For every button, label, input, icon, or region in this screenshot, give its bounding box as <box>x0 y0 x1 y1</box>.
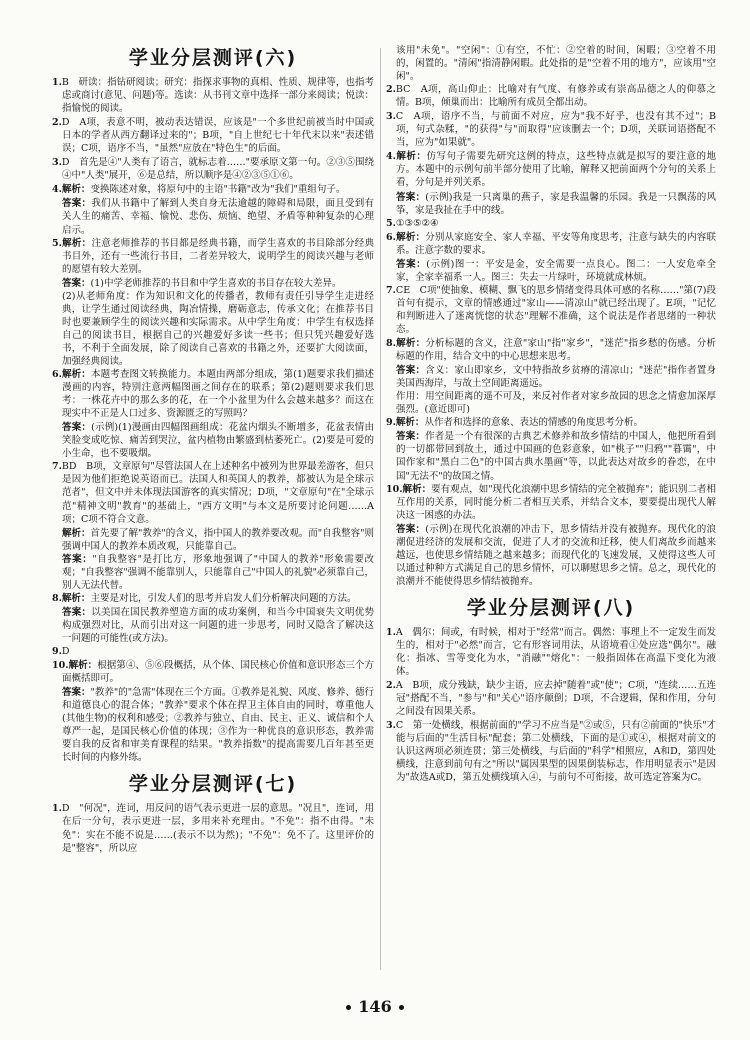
answer-text: C A项，语序不当，与前面不对应，应为"我不好乎，也没有其不过"；B项，句式杂糅，"的获得"与"而取得"应该删去一个；D项，关联词语搭配不当，应为"如果就"。 <box>395 111 716 149</box>
answer-label: 答案： <box>396 523 426 535</box>
answer-entry <box>52 368 374 420</box>
answer-paragraph <box>52 290 374 368</box>
question-number: 9. <box>386 417 396 429</box>
answer-label: 解析： <box>395 417 425 429</box>
answer-entry <box>386 483 716 522</box>
answer-text: D A项，表意不明，被动表达错误，应该是"一个多世纪前被当时中国或日本的学者从西方翻译过来的"；B项，"自上世纪七十年代末以来"表述错误；C项，语序不当，"虽然"应放在"特色生"的后面。 <box>61 117 374 155</box>
answer-label: 解析： <box>61 184 91 196</box>
answer-entry <box>386 416 716 429</box>
section-title-6: 学业分层测评(六) <box>128 47 298 69</box>
answer-text: (示例)在现代化浪潮的冲击下，思乡情结并没有被抛弃。现代化的浪潮促进经济的发展和交流，促进了人才的交流和迁移，使人们离故乡而越来越远，也使思乡情结随之越来越多；而现代化的飞速发展，又使得这些人可以通过种种方式满足自己的思乡情怀，可以聊慰思乡之情。总之，现代化的浪潮并不能使得思乡情结被抛弃。 <box>396 523 716 587</box>
answer-label: 答案： <box>62 277 91 289</box>
answer-entry <box>52 237 374 276</box>
answer-paragraph <box>52 527 374 553</box>
answer-text: 根据第④、⑤⑥段概括，从个体、国民核心价值和意识形态三个方面概括即可。 <box>62 660 374 685</box>
answer-entry <box>52 592 374 605</box>
answer-label: 答案： <box>62 553 93 565</box>
question-number: 6. <box>52 369 62 381</box>
answer-paragraph <box>386 191 716 217</box>
answer-text: 从作者和选择的意象、表达的情感的角度思考分析。 <box>424 417 643 429</box>
answer-text: B 研读：指钻研阅读；研究：指探求事物的真相、性质、规律等，也指考虑或商讨(意见、问题)等。选读：从书刊文章中选择一部分来阅读；悦读：指愉悦的阅读。 <box>61 77 374 115</box>
page-number <box>0 997 750 1016</box>
answer-entry <box>386 110 716 149</box>
page-number-text: 146 <box>358 997 392 1016</box>
answer-text: BC A项，高山仰止：比喻对有气度、有修养或有崇高品德之人的仰慕之情。B项，倾巢而出：比喻所有成员全都出动。 <box>395 84 716 109</box>
answer-text: D <box>61 646 70 658</box>
answer-paragraph <box>52 421 374 460</box>
question-number: 3. <box>386 111 396 123</box>
answer-text: 我们从书籍中了解到人类自身无法逾越的障碍和局限，面且受到有关人生的痛苦、幸福、愉悦、悲伤、烦恼、绝望、矛盾等种种复杂的心理启示。 <box>62 198 374 236</box>
answer-entry <box>386 626 716 678</box>
answer-text: (1)中学老师推荐的书目和中学生喜欢的书目存在较大差异。 <box>90 277 342 289</box>
answer-label: 解析： <box>61 592 91 604</box>
answer-paragraph <box>386 364 716 390</box>
answer-text: 要有观点，如"现代化浪潮中思乡情结的完全被抛弃"；能识别二者相互作用的关系，同时能分析二者相互关系，并结合文本，要要提出现代人解决这一困惑的办法。 <box>396 483 716 521</box>
answer-paragraph <box>52 197 374 236</box>
answer-label: 答案： <box>396 365 426 377</box>
question-number: 8. <box>52 592 62 604</box>
answer-label: 答案： <box>396 431 426 443</box>
answer-text: (2)从老师角度：作为知识和文化的传播者，教师有责任引导学生走进经典，让学生通过阅读经典，陶冶情操，磨砺意志，传承文化；在推荐书目时也要兼顾学生的阅读兴趣和实际需求。从中学生角度：中学生有权选择自己的阅读书目，根据自己的兴趣爱好多读一些书；但只凭兴趣爱好选书，不利于全面发展，除了阅读自己喜欢的书籍之外，还要扩大阅读面，加强经典阅读。 <box>62 290 374 367</box>
answer-label: 答案： <box>62 422 92 434</box>
answer-text: CE C项"使抽象、模糊、飘飞的思乡情绪变得具体可感的名称……"第(7)段首句有提示，文章的情感通过"家山——清凉山"就已经出现了。E项，"记忆和判断进入了迷离恍惚的状态"理解不准确，这个说法是作者思绪的一种状态。 <box>395 284 716 335</box>
answer-text: 仿写句子需要先研究这例的特点，这些特点就是拟写的要注意的地方。本题中的示例句前半部分使用了比喻，解释又把前面两个分句的关系上看，分句是并列关系。 <box>396 151 716 189</box>
question-number: 6. <box>386 231 396 243</box>
answer-text: 分析标题的含义，注意"家山"指"家乡"，"迷茫"指乡愁的伤感。分析标题的作用，结合文中的中心思想来思考。 <box>396 338 716 363</box>
section-title: 学业分层测评(八) <box>466 596 636 619</box>
question-number: 4. <box>52 184 62 196</box>
question-number: 5. <box>386 217 396 229</box>
question-number: 9. <box>52 646 62 658</box>
answer-label: 答案： <box>396 258 427 270</box>
answer-entry <box>52 659 374 685</box>
answer-entry <box>52 156 374 182</box>
answer-text: BD B项，文章原句"尽管法国人在上述种名中被列为世界最差游客，但只是因为他们拒绝说英语而已。法国人和英国人的教养，都被认为是全球示范者"，但文中并未体现法国游客的真实情况；D项，"文章原句"在"全球示范"精神文明"教育"的基础上，"西方文明"与本文是所要讨论问题……A项；C项不符合文意。 <box>61 461 374 525</box>
question-number: 1. <box>386 626 396 638</box>
question-number: 7. <box>386 284 396 296</box>
answer-entry <box>386 679 716 718</box>
answer-paragraph <box>52 606 374 645</box>
answer-text: ①③⑤②④ <box>395 217 439 229</box>
question-number: 2. <box>52 117 62 129</box>
left-column <box>52 44 374 976</box>
question-number: 2. <box>386 680 396 692</box>
answer-paragraph <box>386 390 716 416</box>
answer-paragraph <box>52 277 374 290</box>
answer-label: 答案： <box>62 198 92 210</box>
answer-text: 该用"未免"。"空闲"：①有空，不忙：②空着的时间，闲暇；③空着不用的，闲置的。"清闲"指清静闲暇。此处指的是"空着不用的地方"，应该用"空闲"。 <box>396 45 716 83</box>
answer-label: 解析： <box>395 231 426 243</box>
answer-label: 解析： <box>61 369 91 381</box>
answer-paragraph <box>52 553 374 592</box>
answer-text: 主要是对比，引发人们的思考并启发人们分析解决问题的方法。 <box>90 592 357 604</box>
answer-entry <box>52 76 374 115</box>
answer-text: D "何况"，连词，用反问的语气表示更进一层的意思。"况且"，连词，用在后一分句，表示更进一层，多用来补充理由。"不免"：指不由得。"未免"：实在不能不说是……(表示不以为然)；"不免"：免不了。这里评价的是"整容"，所以应 <box>61 803 374 854</box>
question-number: 4. <box>386 151 396 163</box>
right-entries <box>386 44 716 784</box>
answer-text: 首先要了解"教养"的含义，指中国人的教养要改观。而"自我整容"则强调中国人的教养本质改观，只能靠自己。 <box>62 527 374 552</box>
answer-text: 作用：用空间距离的遥不可及，来反衬作者对家乡故园的思念之情愈加深厚强烈。(意近即可) <box>396 391 716 416</box>
answer-text: (示例)图一：平安是金，安全需要一点良心。图二：一人安危牵全家，全家幸福系一人。图三：失去一片绿叶，环境就成林烦。 <box>396 258 716 283</box>
answer-entry <box>52 645 374 658</box>
answer-entry <box>386 284 716 336</box>
answer-label: 解析： <box>395 338 426 350</box>
section-title: 学业分层测评(七) <box>128 773 298 796</box>
answer-entry <box>386 150 716 189</box>
page-number-dot <box>399 1005 404 1010</box>
answer-label: 解析： <box>61 237 92 249</box>
answer-paragraph <box>386 258 716 284</box>
answer-entry <box>52 116 374 155</box>
left-entries <box>52 76 374 855</box>
answer-text: 分别从家庭安全、家人幸福、平安等角度思考，注意与缺失的内容联系。注意字数的要求。 <box>396 231 716 256</box>
answer-entry <box>386 83 716 109</box>
answer-paragraph <box>386 44 716 83</box>
answer-text: 变换陈述对象，将原句中的主语"书籍"改为"我们"重组句子。 <box>90 184 346 196</box>
answer-paragraph <box>52 686 374 764</box>
answer-entry <box>386 719 716 784</box>
question-number: 10. <box>386 483 403 495</box>
answer-text: C 第一处横线，根据前面的"学习不应当是"②或⑤，只有②前面的"快乐"才能与后面的"生活目标"配套；第二处横线，下面的是①或④，根据对前文的认识这两项必须连贯；第三处横线，与后面的"科学"相照应，A和D，第四处横线，注意到前句有之"所以"属因果型的因果倒装标志，作用明显表示"是因为"故选A或D，第五处横线填入④，与前句不可衔接，故可选定答案为C。 <box>395 720 716 784</box>
answer-entry <box>386 231 716 257</box>
question-number: 1. <box>52 77 62 88</box>
question-number: 5. <box>52 237 62 249</box>
answer-text: "教养"的"急需"体现在三个方面。①教养是礼貌、风度、修养、德行和道德良心的混合体；"教养"要求个体在捍卫主体自由的同时，尊重他人(其他生物)的权利和感受；②教养与独立、自由、民主、正义、诚信和个人尊严一起，是国民核心价值的体现；③作为一种优良的意识形态，教养需要自我的反省和审美育课程的结果。"教养指数"的提高需要几百年甚至更长时间的内修外练。 <box>62 687 374 764</box>
answer-label: 答案： <box>62 606 92 618</box>
answer-text: 作者是一个有很深的古典艺术修养和故乡情结的中国人，他把所看到的一切都带回到故土，通过中国画的色彩意象，如"桃子""归鸦""暮霭"，中国作家和"黑白二色"的中国古典水墨画"等，以此表达对故乡的眷恋，在中国"无法不"的故国之情。 <box>396 431 716 482</box>
answer-entry <box>52 460 374 525</box>
right-column <box>386 44 716 976</box>
answer-entry <box>386 217 716 230</box>
answer-label: 解析： <box>62 527 91 539</box>
answer-entry <box>52 802 374 854</box>
answer-text: (示例)(1)漫画由四幅图画组成：花盆内烟头不断增多，花盆表情由笑脸变成吃惊、痛苦到哭泣，盆内植物由繁盛到枯萎死亡。(2)要是可爱的小生命，也不要吸烟。 <box>62 422 374 460</box>
answer-text: 含义：家山即家乡，文中特指故乡贫瘠的清凉山；"迷茫"指作者置身美国西海岸，与故土空间距离遥远。 <box>396 365 716 390</box>
answer-entry <box>386 337 716 363</box>
question-number: 2. <box>386 84 396 96</box>
question-number: 10. <box>52 660 69 672</box>
question-number: 1. <box>52 803 62 815</box>
question-number: 3. <box>52 157 62 169</box>
answer-text: (示例)我是一只离巢的燕子，家是我温馨的乐园。我是一只飘荡的风筝，家是我扯在手中的线。 <box>396 191 716 216</box>
page-number-dot <box>346 1005 351 1010</box>
answer-label: 解析： <box>68 660 98 672</box>
answer-text: 注意老师推荐的书目都是经典书籍，而学生喜欢的书目除部分经典书目外，还有一些流行书目，二者差异较大，说明学生的阅读兴趣与老师的愿望有较大差别。 <box>62 237 374 275</box>
answer-text: 以美国在国民教养塑造方面的成功案例，和当今中国衰失文明优势构成强烈对比，从而引出对这一问题的进一步思考，同时又隐含了解决这一问题的可能性(或方法)。 <box>62 606 374 644</box>
answer-paragraph <box>386 430 716 482</box>
answer-text: 本题考查图文转换能力。本题由两部分组成，第(1)题要求我们描述漫画的内容，特别注意两幅图画之间存在的联系；第(2)题则要求我们思考：一株花卉中的那么多的花，在一个小盆里为什么会越来越多？而这在现实中不正是人口过多、资源匮乏的写照吗？ <box>62 369 374 420</box>
answer-entry <box>52 183 374 196</box>
answer-label: 答案： <box>396 191 426 203</box>
answer-label: 解析： <box>402 483 432 495</box>
answer-label: 解析： <box>395 151 427 163</box>
answer-label: 答案： <box>62 687 91 699</box>
question-number: 3. <box>386 720 396 732</box>
column-divider <box>380 48 381 970</box>
answer-text: A 偶尔：间或，有时候，相对于"经常"而言。偶然：事理上不一定发生而发生的，相对于"必然"而言，它有形容词用法，从语境看①处应选"偶尔"。融化：指冰、雪等变化为水，"消融""熔化"：一般指固体在高温下变化为液体。 <box>395 626 716 678</box>
answer-text: A B项，成分残缺，缺少主语，应去掉"随着"或"使"；C项，"连续……五连冠"搭配不当，"参与"和"关心"语序颠倒；D项，不合逻辑，保和作用，分句之间没有因果关系。 <box>395 680 716 718</box>
question-number: 8. <box>386 338 396 350</box>
answer-paragraph <box>386 523 716 588</box>
answer-text: "自我整容"是打比方，形象地强调了"中国人的教养"形象需要改观；"自我整容"强调不能靠别人，只能靠自己"中国人的礼貌"必须靠自己，别人无法代替。 <box>62 553 374 591</box>
question-number: 7. <box>52 461 62 473</box>
answer-text: D 首先是④"人类有了语言，就标志着……"要承原文第一句。②③⑤围绕④中"人类"展开，⑥是总结，所以顺序是④②③⑤①⑥。 <box>61 157 374 182</box>
